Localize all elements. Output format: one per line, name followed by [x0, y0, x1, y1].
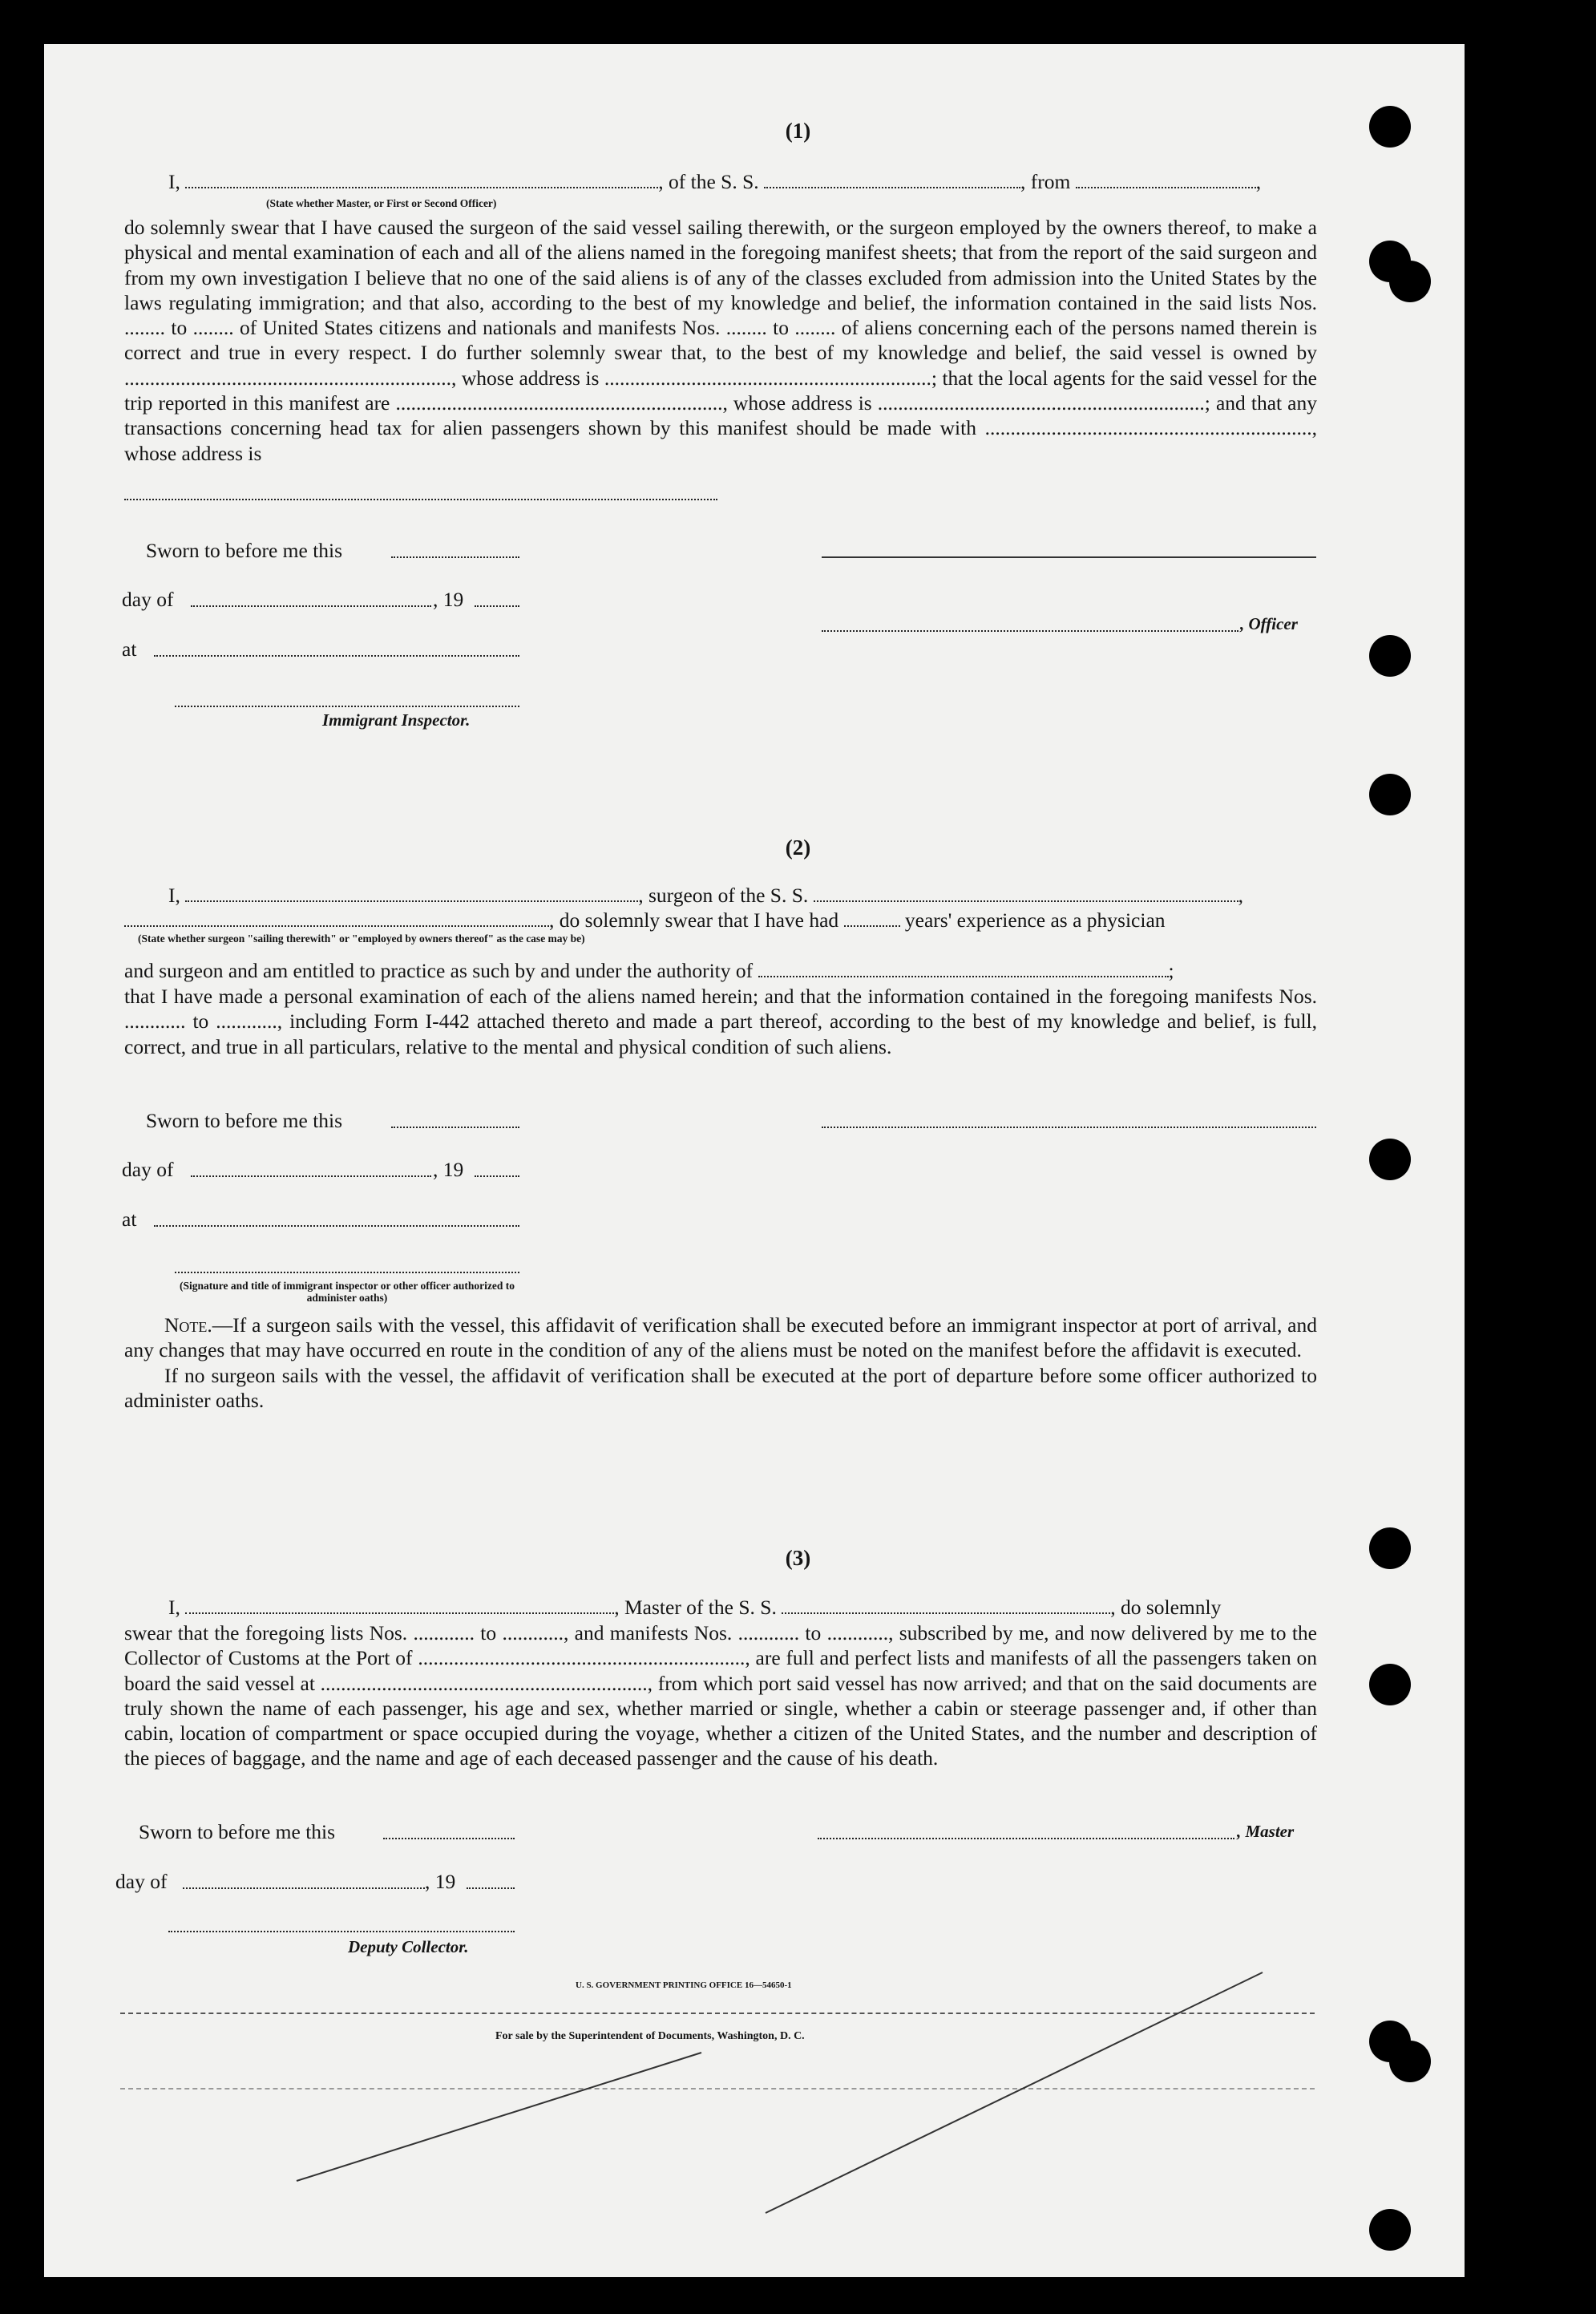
master-label: , Master — [1237, 1822, 1295, 1841]
section-3-number: (3) — [785, 1546, 811, 1570]
signature-title-hint: (Signature and title of immigrant inspector or other officer authorized to administer oaths) — [180, 1280, 515, 1304]
surgeon-of-label: , surgeon of the S. S. — [638, 884, 809, 907]
comma: , — [1255, 170, 1262, 193]
swear-label: , do solemnly swear that I have had — [549, 908, 839, 932]
section-1-number: (1) — [785, 119, 811, 143]
for-sale-line: For sale by the Superintendent of Documents, Washington, D. C. — [495, 2030, 805, 2042]
sworn-label: Sworn to before me this — [146, 539, 343, 562]
cancel-stroke — [297, 2053, 701, 2181]
note-label: Note. — [164, 1313, 212, 1337]
printing-office-line: U. S. GOVERNMENT PRINTING OFFICE 16—54650-1 — [576, 1980, 792, 1990]
section-2-authority-line: and surgeon and am entitled to practice as such by and under the authority of ; — [124, 959, 1174, 982]
day-of-label: day of — [122, 1158, 174, 1181]
section-2-paragraph: that I have made a personal examination of each of the aliens named herein; and that the information contained in the foregoing manifests Nos. ............ to ............, including Form I-442 attached thereto and made a part thereof, according to the best of my knowledge and belief, is full, correct, and true in all particulars, relative to the mental and physical condition of such aliens. — [124, 985, 1317, 1058]
section-2-number: (2) — [785, 835, 811, 860]
master-of-label: , Master of the S. S. — [614, 1596, 777, 1619]
comma: , — [1238, 884, 1244, 907]
of-ss-label: , of the S. S. — [658, 170, 759, 193]
surgeon-status-hint: (State whether surgeon "sailing therewith" or "employed by owners thereof" as the case may be) — [138, 932, 585, 945]
at-label: at — [122, 1208, 137, 1231]
note-text: —If a surgeon sails with the vessel, this affidavit of verification shall be executed before an immigrant inspector at port of arrival, and any changes that may have occurred en route in the condition of any of the aliens must be noted on the manifest before the affidavit is executed. — [124, 1313, 1317, 1362]
note-paragraph-2: If no surgeon sails with the vessel, the affidavit of verification shall be executed at the port of departure before some officer authorized to administer oaths. — [124, 1363, 1317, 1412]
solemnly-label: , do solemnly — [1110, 1596, 1222, 1619]
pronoun-label: I, — [168, 170, 180, 193]
day-of-label: day of — [122, 588, 174, 611]
sworn-label: Sworn to before me this — [146, 1109, 343, 1132]
pronoun-label: I, — [168, 884, 180, 907]
section-3-paragraph: swear that the foregoing lists Nos. ............ to ............, and manifests Nos. ............ to ............, subscribed by me, and now delivered by me to the Collector of Customs at the Port of ................................................................, are full and perfect lists and manifests of all the passengers taken on board the said vessel at ................................................................, from which port said vessel has now arrived; and that on the said documents are truly shown the name of each passenger, his age and sex, whether married or single, whether a cabin or steerage passenger and, if other than cabin, location of compartment or space occupied during the voyage, whether a citizen of the United States, and the number and description of the pieces of baggage, and the name and age of each deceased passenger and the cause of his death. — [124, 1621, 1317, 1770]
from-label: , from — [1020, 170, 1071, 193]
officer-title-hint: (State whether Master, or First or Second Officer) — [266, 197, 497, 209]
deputy-collector-label: Deputy Collector. — [348, 1937, 469, 1956]
authority-label: and surgeon and am entitled to practice as such by and under the authority of — [124, 959, 754, 982]
sworn-label: Sworn to before me this — [139, 1820, 336, 1843]
year-label: , 19 — [425, 1870, 456, 1893]
pronoun-label: I, — [168, 1596, 180, 1619]
years-label: years' experience as a physician — [904, 908, 1166, 932]
officer-label: , Officer — [1240, 614, 1298, 633]
at-label: at — [122, 637, 137, 661]
cancel-stroke — [766, 1972, 1263, 2213]
year-label: , 19 — [433, 1158, 464, 1181]
immigrant-inspector-label: Immigrant Inspector. — [322, 710, 471, 730]
section-1-paragraph: do solemnly swear that I have caused the surgeon of the said vessel sailing therewith, or the surgeon employed by the owners thereof, to make a physical and mental examination of each and all of the aliens named in the foregoing manifest sheets; that from the report of the said surgeon and from my own investigation I believe that no one of the said aliens is of any of the classes excluded from admission into the United States by the laws regulating immigration; and that also, according to the best of my knowledge and belief, the information contained in the said lists Nos. ........ to ........ of United States citizens and nationals and manifests Nos. ........ to ........ of aliens concerning each of the persons named therein is correct and true in every respect. I do further solemnly swear that, to the best of my knowledge and belief, the said vessel is owned by ................................................................, whose address is ................................................................; that the local agents for the said vessel for the trip reported in this manifest are ................................................................, whose address is ................................................................; and that any transactions concerning head tax for alien passengers shown by this manifest should be made with ................................................................, whose address is — [124, 216, 1317, 465]
day-of-label: day of — [115, 1870, 168, 1893]
year-label: , 19 — [433, 588, 464, 611]
